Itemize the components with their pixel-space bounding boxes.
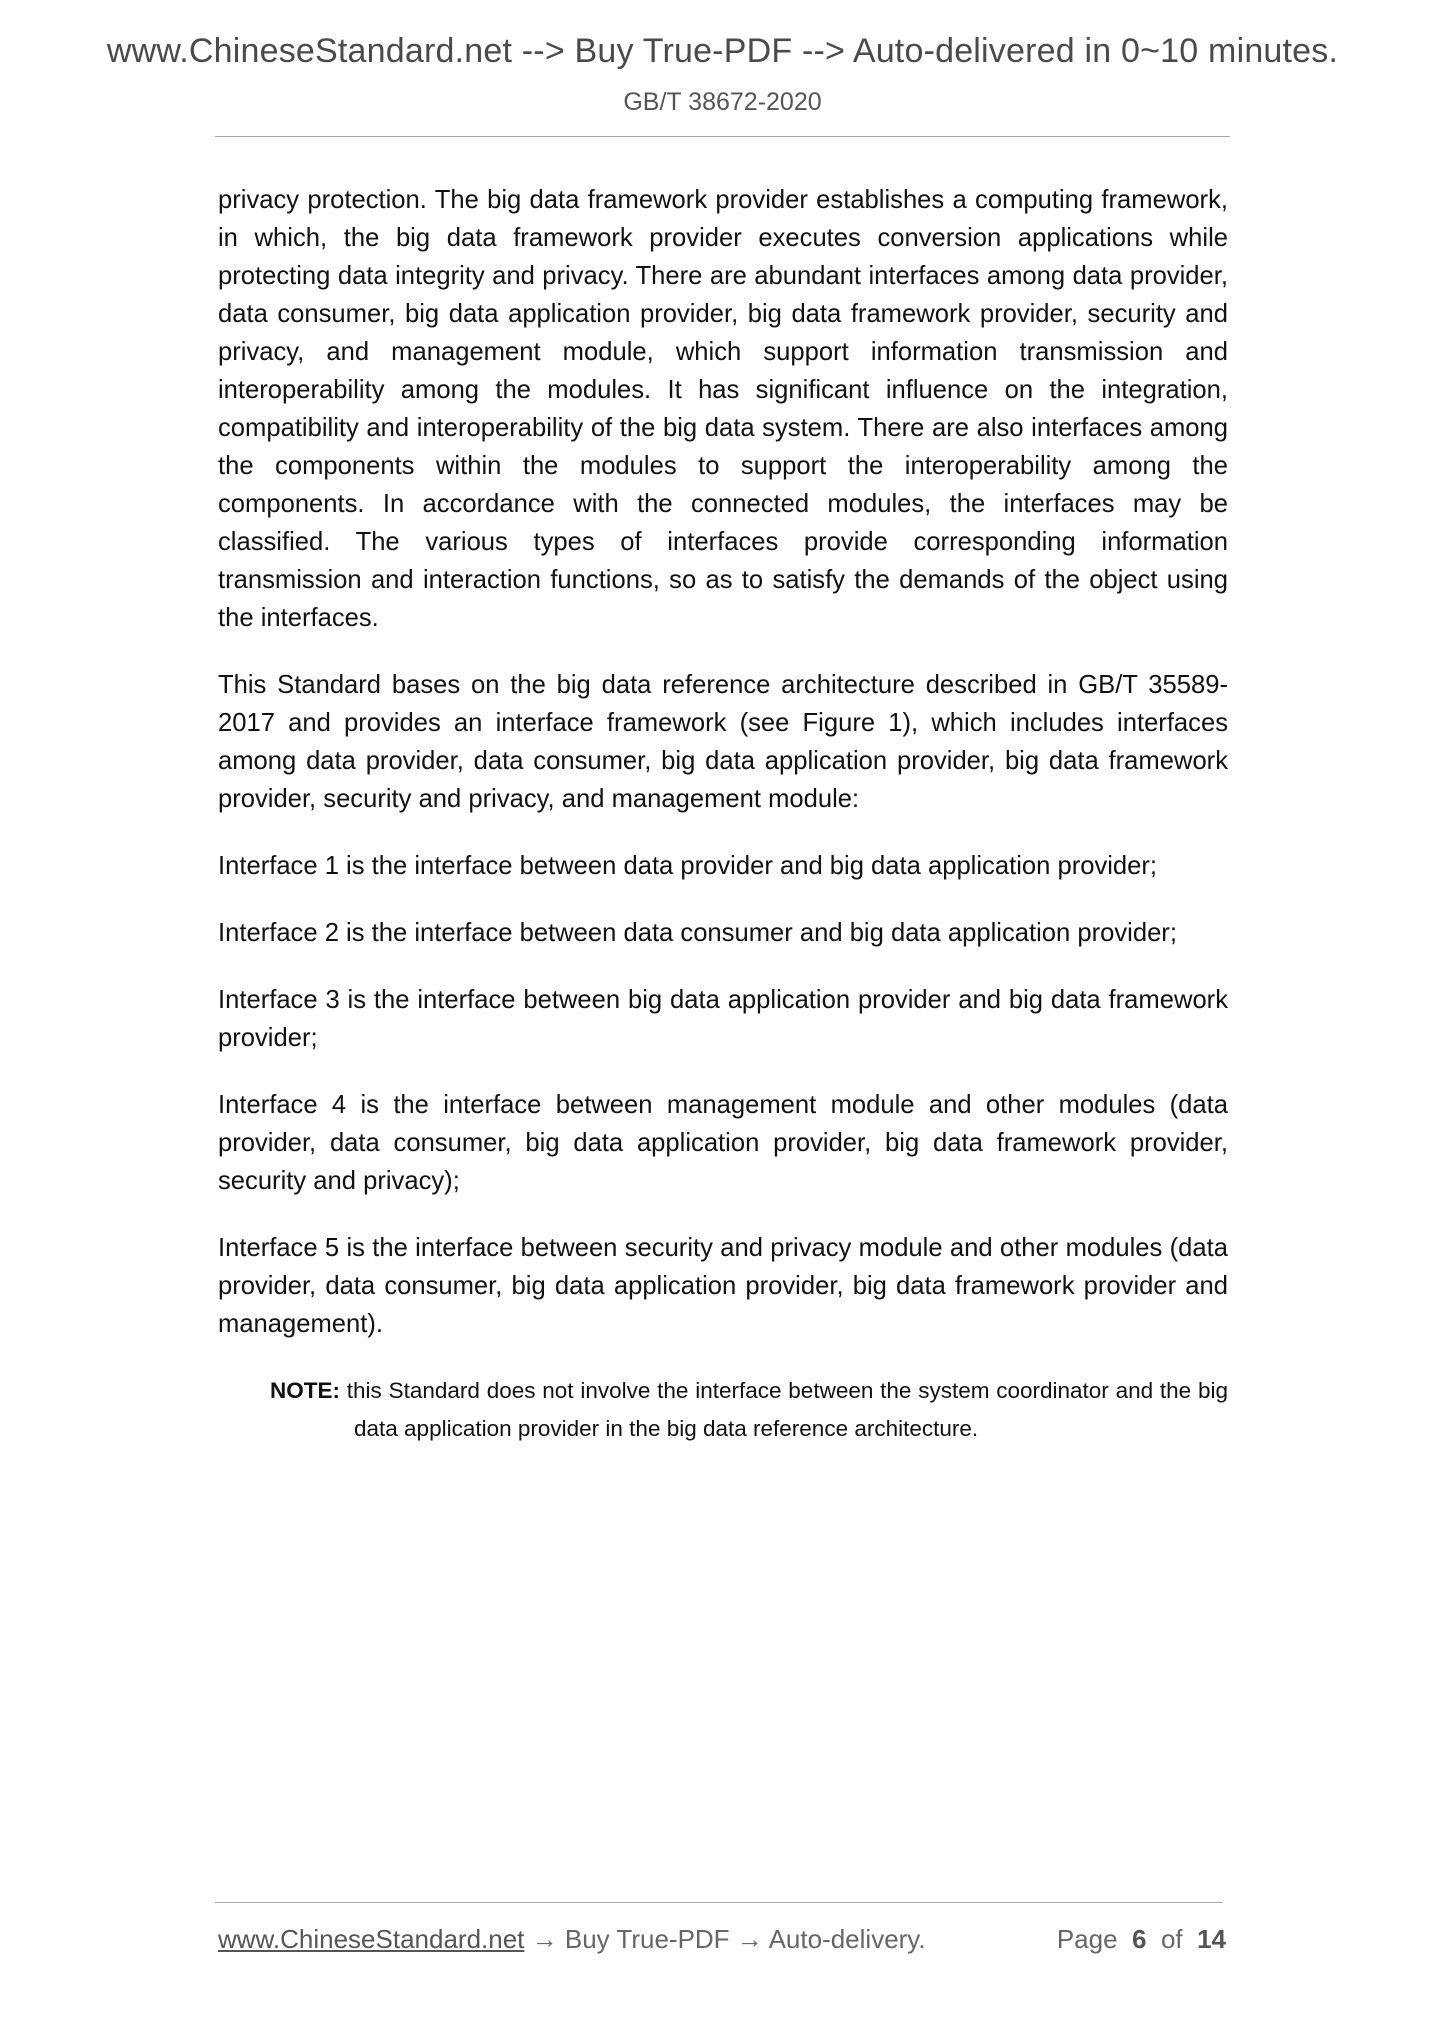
header-divider	[215, 136, 1230, 137]
page-total: 14	[1197, 1924, 1226, 1954]
footer-promo	[218, 1924, 926, 1955]
document-body	[218, 181, 1228, 1448]
paragraph-privacy-protection: privacy protection. The big data framework provider establishes a computing framework, in which, the big data framework provider executes conversion applications while protecting data integrity and privacy. There are abundant interfaces among data provider, data consumer, big data application provider, big data framework provider, security and privacy, and management module, which support information transmission and interoperability among the modules. It has significant influence on the integration, compatibility and interoperability of the big data system. There are also interfaces among the components within the modules to support the interoperability among the components. In accordance with the connected modules, the interfaces may be classified. The various types of interfaces provide corresponding information transmission and interaction functions, so as to satisfy the demands of the object using the interfaces.	[218, 186, 1228, 632]
paragraph-interface-5: Interface 5 is the interface between security and privacy module and other modules (data provider, data consumer, big data application provider, big data framework provider and management).	[218, 1234, 1228, 1338]
page-current: 6	[1132, 1924, 1147, 1954]
footer-promo-text: → Buy True-PDF → Auto-delivery.	[524, 1924, 926, 1954]
paragraph-interface-1: Interface 1 is the interface between data provider and big data application provider;	[218, 852, 1158, 880]
note-text: this Standard does not involve the interface between the system coordinator and the big data application provider in the big data reference architecture.	[346, 1378, 1228, 1441]
paragraph-interface-2: Interface 2 is the interface between data consumer and big data application provider;	[218, 919, 1177, 947]
note-label: NOTE:	[270, 1378, 340, 1403]
paragraph-interface-3: Interface 3 is the interface between big data application provider and big data framework provider;	[218, 986, 1228, 1052]
page-of: of	[1160, 1924, 1183, 1954]
page-indicator	[1057, 1924, 1226, 1955]
standard-number: GB/T 38672-2020	[623, 88, 822, 116]
paragraph-interface-framework: This Standard bases on the big data reference architecture described in GB/T 35589-2017 and provides an interface framework (see Figure 1), which includes interfaces among data provider, data consumer, big data application provider, big data framework provider, security and privacy, and management module:	[218, 671, 1228, 813]
footer-site-link[interactable]: www.ChineseStandard.net	[218, 1924, 525, 1954]
page-label: Page	[1056, 1924, 1118, 1954]
site-banner: www.ChineseStandard.net --> Buy True-PDF --> Auto-delivered in 0~10 minutes.	[106, 32, 1339, 70]
paragraph-interface-4: Interface 4 is the interface between management module and other modules (data provider, data consumer, big data application provider, big data framework provider, security and privacy);	[218, 1091, 1228, 1195]
note-block	[270, 1372, 1228, 1448]
footer-divider	[215, 1902, 1223, 1903]
